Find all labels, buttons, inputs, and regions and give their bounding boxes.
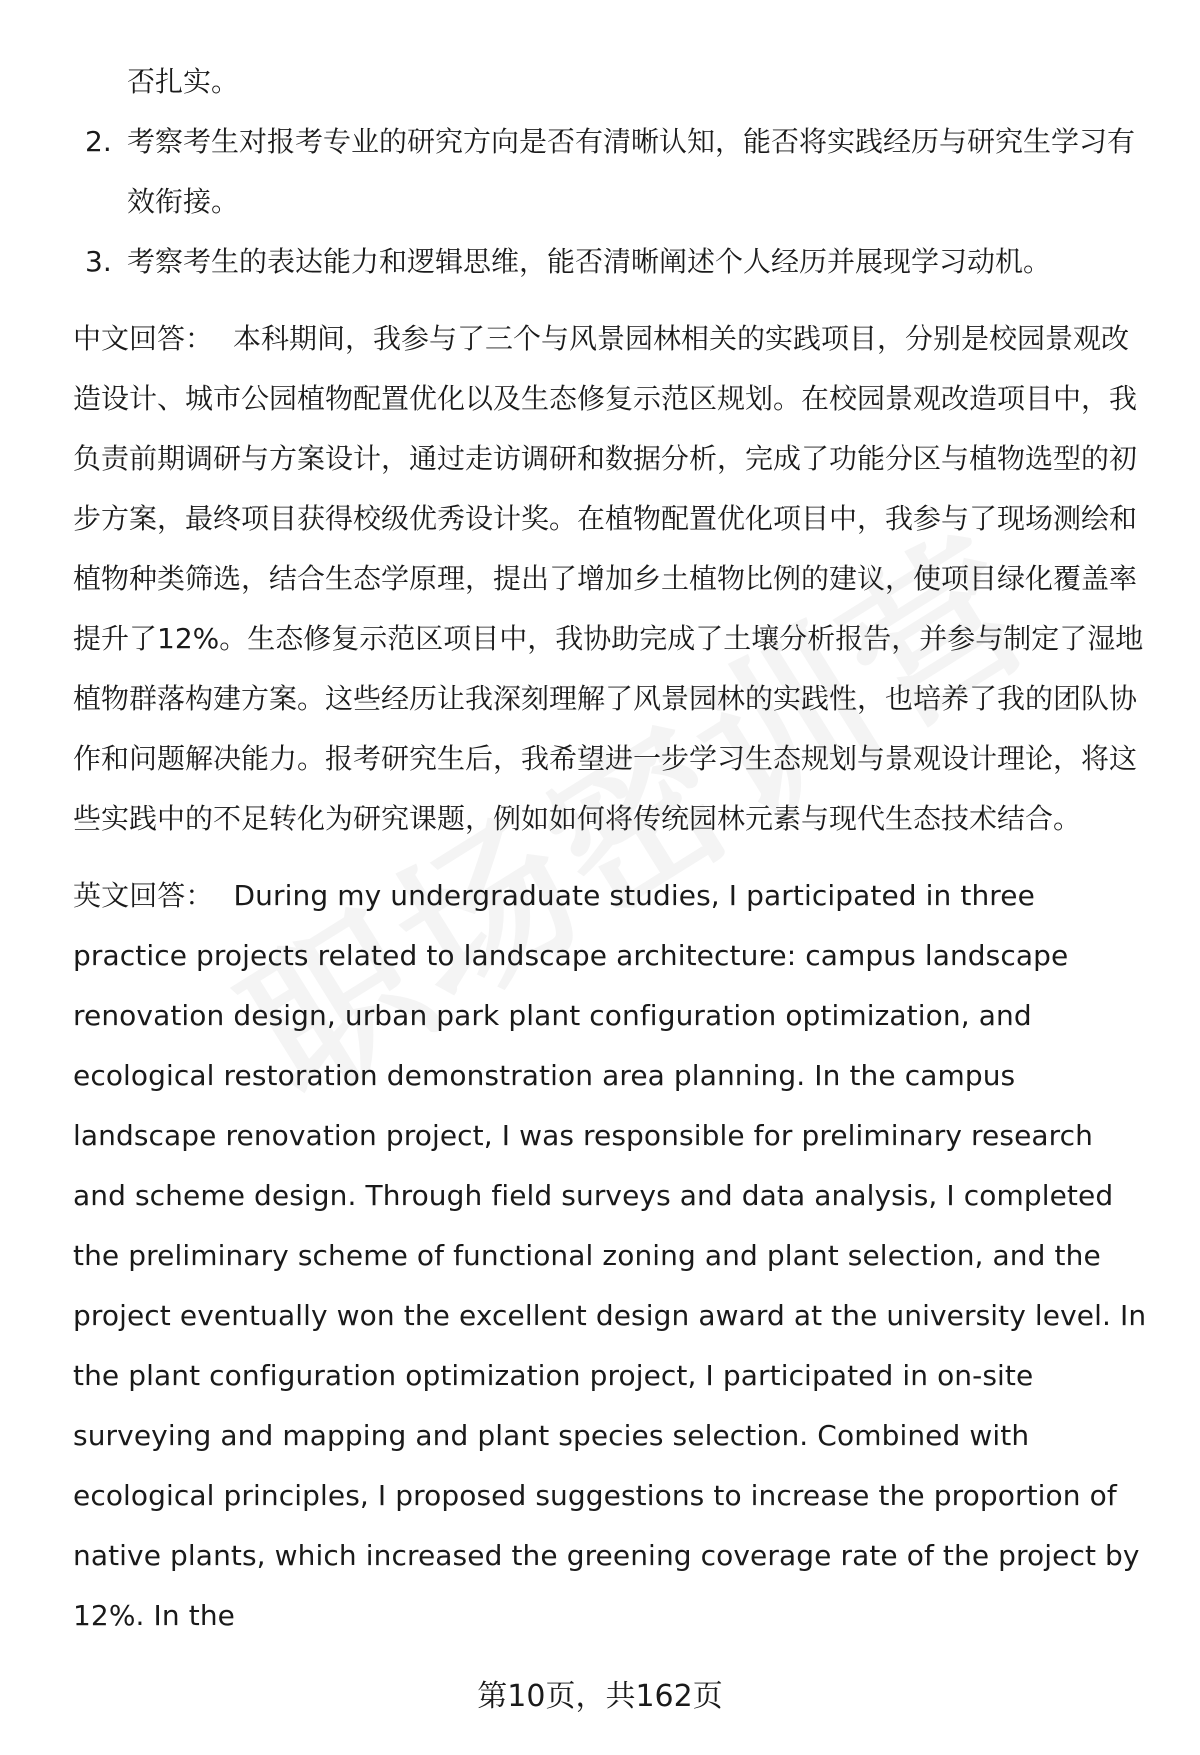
- list-item-text: 考察考生对报考专业的研究方向是否有清晰认知，能否将实践经历与研究生学习有效衔接。: [127, 125, 1136, 218]
- list-item-text: 考察考生的表达能力和逻辑思维，能否清晰阐述个人经历并展现学习动机。: [127, 245, 1052, 278]
- english-answer-paragraph: [73, 866, 1153, 1646]
- chinese-answer-paragraph: [73, 309, 1153, 849]
- numbered-list: [73, 52, 1153, 292]
- chinese-answer-label: 中文回答：: [73, 322, 214, 355]
- page-content: [73, 52, 1153, 1646]
- list-item-continuation: [73, 52, 1153, 112]
- list-item: [73, 112, 1153, 232]
- list-item-number: 3.: [85, 245, 112, 278]
- list-item-continuation-text: 否扎实。: [127, 65, 240, 98]
- page-number: 第10页，共162页: [477, 1679, 723, 1714]
- english-answer-text: During my undergraduate studies, I participated in three practice projects related to landscape architecture: campus landscape renovation design, urban park plant configuration optimization, and ecological restoration demonstration area planning. In the campus landscape renovation project, I was responsible for preliminary research and scheme design. Through field surveys and data analysis, I completed the preliminary scheme of functional zoning and plant selection, and the project eventually won the excellent design award at the university level. In the plant configuration optimization project, I participated in on-site surveying and mapping and plant species selection. Combined with ecological principles, I proposed suggestions to increase the proportion of native plants, which increased the greening coverage rate of the project by 12%. In the: [73, 879, 1147, 1632]
- english-answer-label: 英文回答：: [73, 879, 214, 912]
- list-item: [73, 232, 1153, 292]
- list-item-number: 2.: [85, 125, 112, 158]
- chinese-answer-text: 本科期间，我参与了三个与风景园林相关的实践项目，分别是校园景观改造设计、城市公园植物配置优化以及生态修复示范区规划。在校园景观改造项目中，我负责前期调研与方案设计，通过走访调研和数据分析，完成了功能分区与植物选型的初步方案，最终项目获得校级优秀设计奖。在植物配置优化项目中，我参与了现场测绘和植物种类筛选，结合生态学原理，提出了增加乡土植物比例的建议，使项目绿化覆盖率提升了12%。生态修复示范区项目中，我协助完成了土壤分析报告，并参与制定了湿地植物群落构建方案。这些经历让我深刻理解了风景园林的实践性，也培养了我的团队协作和问题解决能力。报考研究生后，我希望进一步学习生态规划与景观设计理论，将这些实践中的不足转化为研究课题，例如如何将传统园林元素与现代生态技术结合。: [73, 322, 1144, 835]
